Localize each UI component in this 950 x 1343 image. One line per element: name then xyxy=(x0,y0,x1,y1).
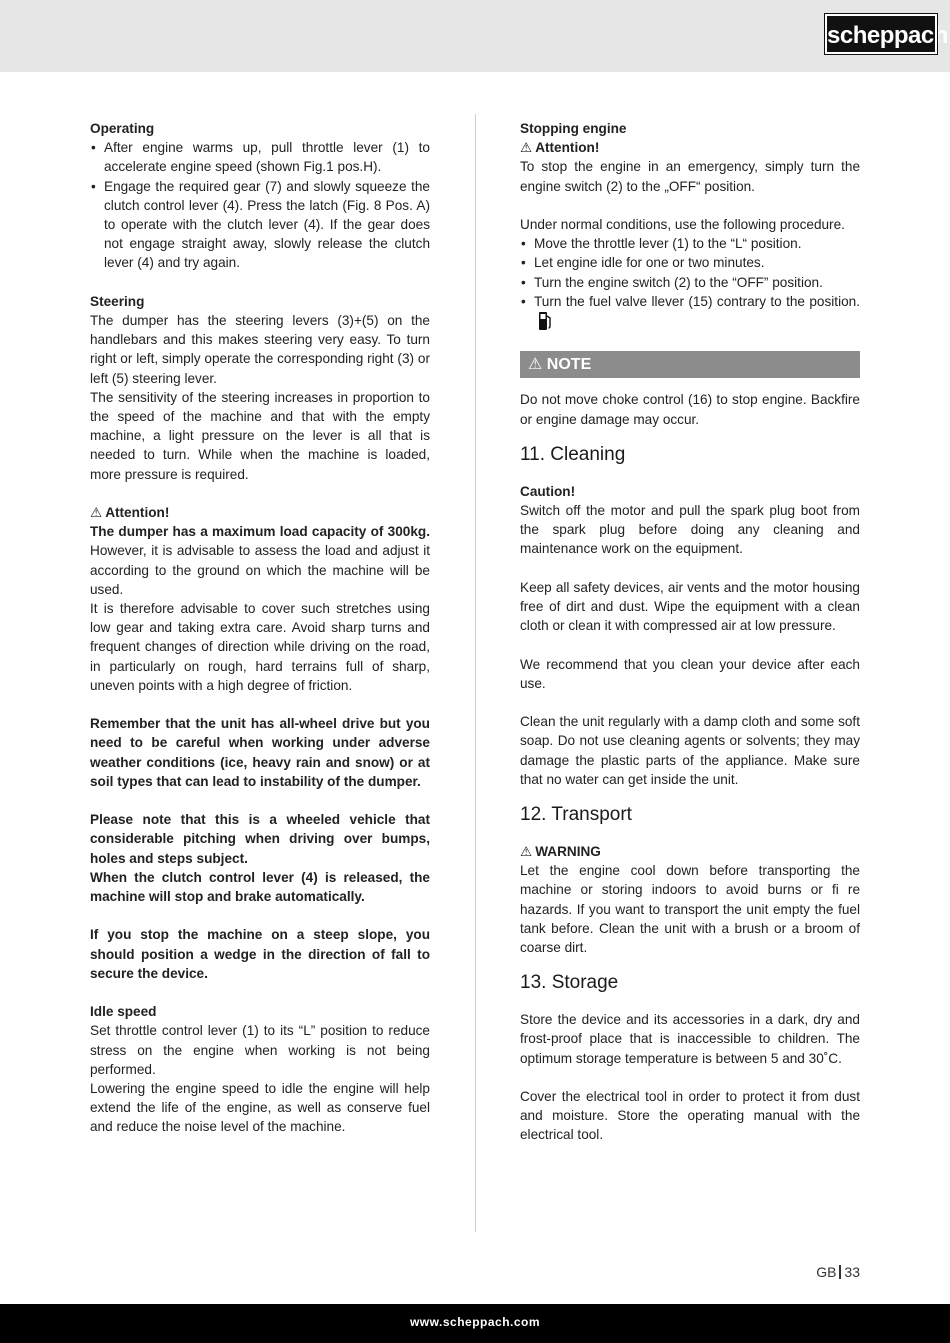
stopping-engine-heading: Stopping engine xyxy=(520,121,627,136)
idle-speed-paragraph-1: Set throttle control lever (1) to its “L” position to reduce stress on the engine when working is not being performed. xyxy=(90,1023,430,1077)
cleaning-section-title: 11. Cleaning xyxy=(520,443,626,465)
footer-bar xyxy=(0,1304,950,1343)
transport-warning-heading xyxy=(520,842,860,861)
header-bar xyxy=(0,0,950,72)
scheppach-logo: scheppach xyxy=(825,14,937,54)
stopping-list xyxy=(520,234,860,332)
transport-paragraph-1: Let the engine cool down before transporting the machine or storing indoors to avoid burns or fi re hazards. If you want to transport the unit empty the fuel tank before. Clean the unit with a brush or a broom of coarse dirt. xyxy=(520,863,860,956)
list-item: • Move the throttle lever (1) to the “L“ position. xyxy=(520,234,860,253)
storage-section-title: 13. Storage xyxy=(520,972,619,994)
stopping-paragraph-2: Under normal conditions, use the following procedure. xyxy=(520,217,845,232)
attention-label: Attention! xyxy=(105,505,170,521)
pitching-warning: Please note that this is a wheeled vehicle that considerable pitching when driving over bumps, holes and steps subject. xyxy=(90,812,430,866)
load-capacity-text: The dumper has a maximum load capacity of 300kg. xyxy=(90,524,430,540)
storage-paragraph-2: Cover the electrical tool in order to protect it from dust and moisture. Store the operating manual with the electrical tool. xyxy=(520,1089,860,1143)
right-column xyxy=(520,119,860,1145)
warning-triangle-icon: ⚠ xyxy=(90,505,103,521)
note-banner xyxy=(520,351,860,378)
cleaning-paragraph-1: Switch off the motor and pull the spark plug boot from the spark plug before doing any cleaning and maintenance work on the equipment. xyxy=(520,503,860,557)
slope-wedge-warning: If you stop the machine on a steep slope, you should position a wedge in the direction of fall to secure the device. xyxy=(90,927,430,981)
warning-triangle-icon: ⚠ xyxy=(520,844,533,860)
steering-heading: Steering xyxy=(90,293,145,309)
list-item: • After engine warms up, pull throttle lever (1) to accelerate engine speed (shown Fig.1 pos.H). xyxy=(90,138,430,176)
caution-heading: Caution! xyxy=(520,483,576,499)
left-column xyxy=(90,119,430,1137)
cleaning-paragraph-3: We recommend that you clean your device after each use. xyxy=(520,656,860,691)
list-item: • Engage the required gear (7) and slowly squeeze the clutch control lever (4). Press the latch (Fig. 8 Pos. A) to operate with the clutch lever (4). If the gear does not engage straight away, slowly release the clutch lever (4) and try again. xyxy=(90,177,430,273)
page-number xyxy=(790,1263,860,1282)
list-item: • Turn the engine switch (2) to the “OFF” position. xyxy=(520,273,860,292)
note-text: Do not move choke control (16) to stop engine. Backfire or engine damage may occur. xyxy=(520,392,860,427)
page-number-separator xyxy=(839,1265,841,1279)
warning-label: WARNING xyxy=(535,844,601,860)
idle-speed-heading: Idle speed xyxy=(90,1004,157,1020)
operating-heading: Operating xyxy=(90,121,155,136)
stopping-paragraph-1: To stop the engine in an emergency, simply turn the engine switch (2) to the „OFF“ position. xyxy=(520,159,860,194)
all-wheel-drive-warning: Remember that the unit has all-wheel drive but you need to be careful when working under adverse weather conditions (ice, heavy rain and snow) or at soil types that can lead to instability of the dumper. xyxy=(90,716,430,789)
language-code: GB xyxy=(816,1264,837,1280)
cleaning-paragraph-2: Keep all safety devices, air vents and the motor housing free of dirt and dust. Wipe the equipment with a clean cloth or clean it with compressed air at low pressure. xyxy=(520,579,860,634)
list-item: • Let engine idle for one or two minutes. xyxy=(520,253,860,272)
fuel-pump-icon xyxy=(538,311,552,331)
column-divider xyxy=(475,114,476,1232)
note-label: NOTE xyxy=(546,356,592,374)
cleaning-paragraph-4: Clean the unit regularly with a damp cloth and some soft soap. Do not use cleaning agents or solvents; they may damage the plastic parts of the appliance. Make sure that no water can get inside the unit. xyxy=(520,714,860,787)
attention-paragraph-2: It is therefore advisable to cover such stretches using low gear and taking extra care. Avoid sharp turns and frequent changes of direction while driving on the road, in particularly on rough, hard terrains full of sharp, uneven points with a high degree of friction. xyxy=(90,601,430,693)
page-number-value: 33 xyxy=(844,1264,860,1280)
footer-url[interactable]: www.scheppach.com xyxy=(409,1315,541,1329)
fuel-valve-text: Turn the fuel valve llever (15) contrary to the position. xyxy=(534,293,860,309)
attention-paragraph-1 xyxy=(90,522,430,599)
clutch-release-warning: When the clutch control lever (4) is released, the machine will stop and brake automatically. xyxy=(90,869,430,905)
transport-section-title: 12. Transport xyxy=(520,804,632,826)
steering-paragraph-2: The sensitivity of the steering increases in proportion to the speed of the machine and that with the empty machine, a light pressure on the lever is all that is needed to turn. While when the machine is loaded, more pressure is required. xyxy=(90,389,430,482)
idle-speed-paragraph-2: Lowering the engine speed to idle the engine will help extend the life of the engine, as well as conserve fuel and reduce the noise level of the machine. xyxy=(90,1081,430,1135)
warning-triangle-icon: ⚠ xyxy=(528,356,543,374)
storage-paragraph-1: Store the device and its accessories in a dark, dry and frost-proof place that is inaccessible to children. The optimum storage temperature is between 5 and 30˚C. xyxy=(520,1012,860,1066)
steering-paragraph-1: The dumper has the steering levers (3)+(5) on the handlebars and this makes steering very easy. To turn right or left, simply operate the corresponding right (3) or left (5) steering lever. xyxy=(90,313,430,386)
stopping-attention-heading xyxy=(520,138,860,157)
operating-list xyxy=(90,138,430,272)
attention-heading xyxy=(90,503,430,522)
list-item xyxy=(520,292,860,332)
warning-triangle-icon: ⚠ xyxy=(520,140,533,156)
attention-label: Attention! xyxy=(535,140,600,156)
attention-rest-text: However, it is advisable to assess the load and adjust it according to the ground on which the machine will be used. xyxy=(90,543,430,597)
